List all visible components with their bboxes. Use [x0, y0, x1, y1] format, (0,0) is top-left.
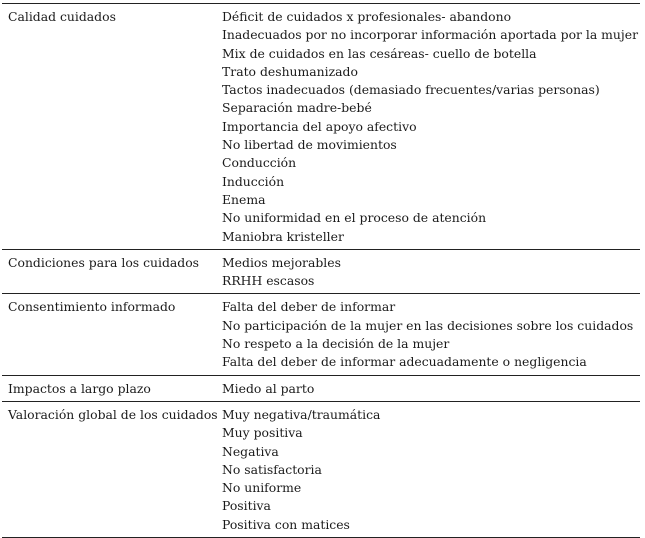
- list-item: Mix de cuidados en las cesáreas- cuello de botella: [222, 45, 537, 61]
- table-row-condiciones: [2, 250, 640, 295]
- list-item: Separación madre-bebé: [222, 100, 372, 116]
- row-category: Impactos a largo plazo: [8, 380, 151, 396]
- list-item: Enema: [222, 191, 266, 207]
- list-item: Inadecuados por no incorporar información aportada por la mujer: [222, 27, 639, 43]
- list-item: Tactos inadecuados (demasiado frecuentes/varias personas): [222, 82, 600, 98]
- list-item: No uniforme: [222, 480, 302, 496]
- list-item: Muy negativa/traumática: [222, 406, 381, 422]
- row-items: [222, 8, 640, 246]
- list-item: No participación de la mujer en las decisiones sobre los cuidados: [222, 317, 634, 333]
- list-item: Inducción: [222, 173, 285, 189]
- list-item: Conducción: [222, 155, 297, 171]
- list-item: Falta del deber de informar: [222, 299, 396, 315]
- row-category: Calidad cuidados: [8, 9, 116, 24]
- list-item: Negativa: [222, 443, 279, 459]
- list-item: Positiva: [222, 498, 271, 514]
- list-item: Miedo al parto: [222, 380, 315, 396]
- list-item: Falta del deber de informar adecuadamente o negligencia: [222, 354, 587, 370]
- categories-table: [2, 3, 640, 538]
- list-item: No satisfactoria: [222, 461, 322, 477]
- row-items: [222, 298, 640, 371]
- row-items: [222, 254, 640, 291]
- list-item: No libertad de movimientos: [222, 137, 397, 153]
- list-item: No respeto a la decisión de la mujer: [222, 336, 450, 352]
- list-item: Medios mejorables: [222, 254, 341, 270]
- list-item: Muy positiva: [222, 425, 303, 441]
- table-row-impactos: [2, 376, 640, 402]
- list-item: Trato deshumanizado: [222, 63, 358, 79]
- list-item: No uniformidad en el proceso de atención: [222, 210, 487, 226]
- list-item: RRHH escasos: [222, 273, 315, 289]
- table-row-valoracion: [2, 402, 640, 538]
- list-item: Positiva con matices: [222, 516, 350, 532]
- row-category: Consentimiento informado: [8, 299, 176, 315]
- list-item: Déficit de cuidados x profesionales- abandono: [222, 9, 512, 24]
- row-items: [222, 406, 640, 534]
- list-item: Importancia del apoyo afectivo: [222, 118, 417, 134]
- row-items: [222, 380, 640, 398]
- row-category: Valoración global de los cuidados: [8, 406, 218, 422]
- list-item: Maniobra kristeller: [222, 228, 344, 244]
- row-category: Condiciones para los cuidados: [8, 254, 200, 270]
- table-row-calidad-cuidados: [2, 4, 640, 250]
- table-row-consentimiento: [2, 294, 640, 375]
